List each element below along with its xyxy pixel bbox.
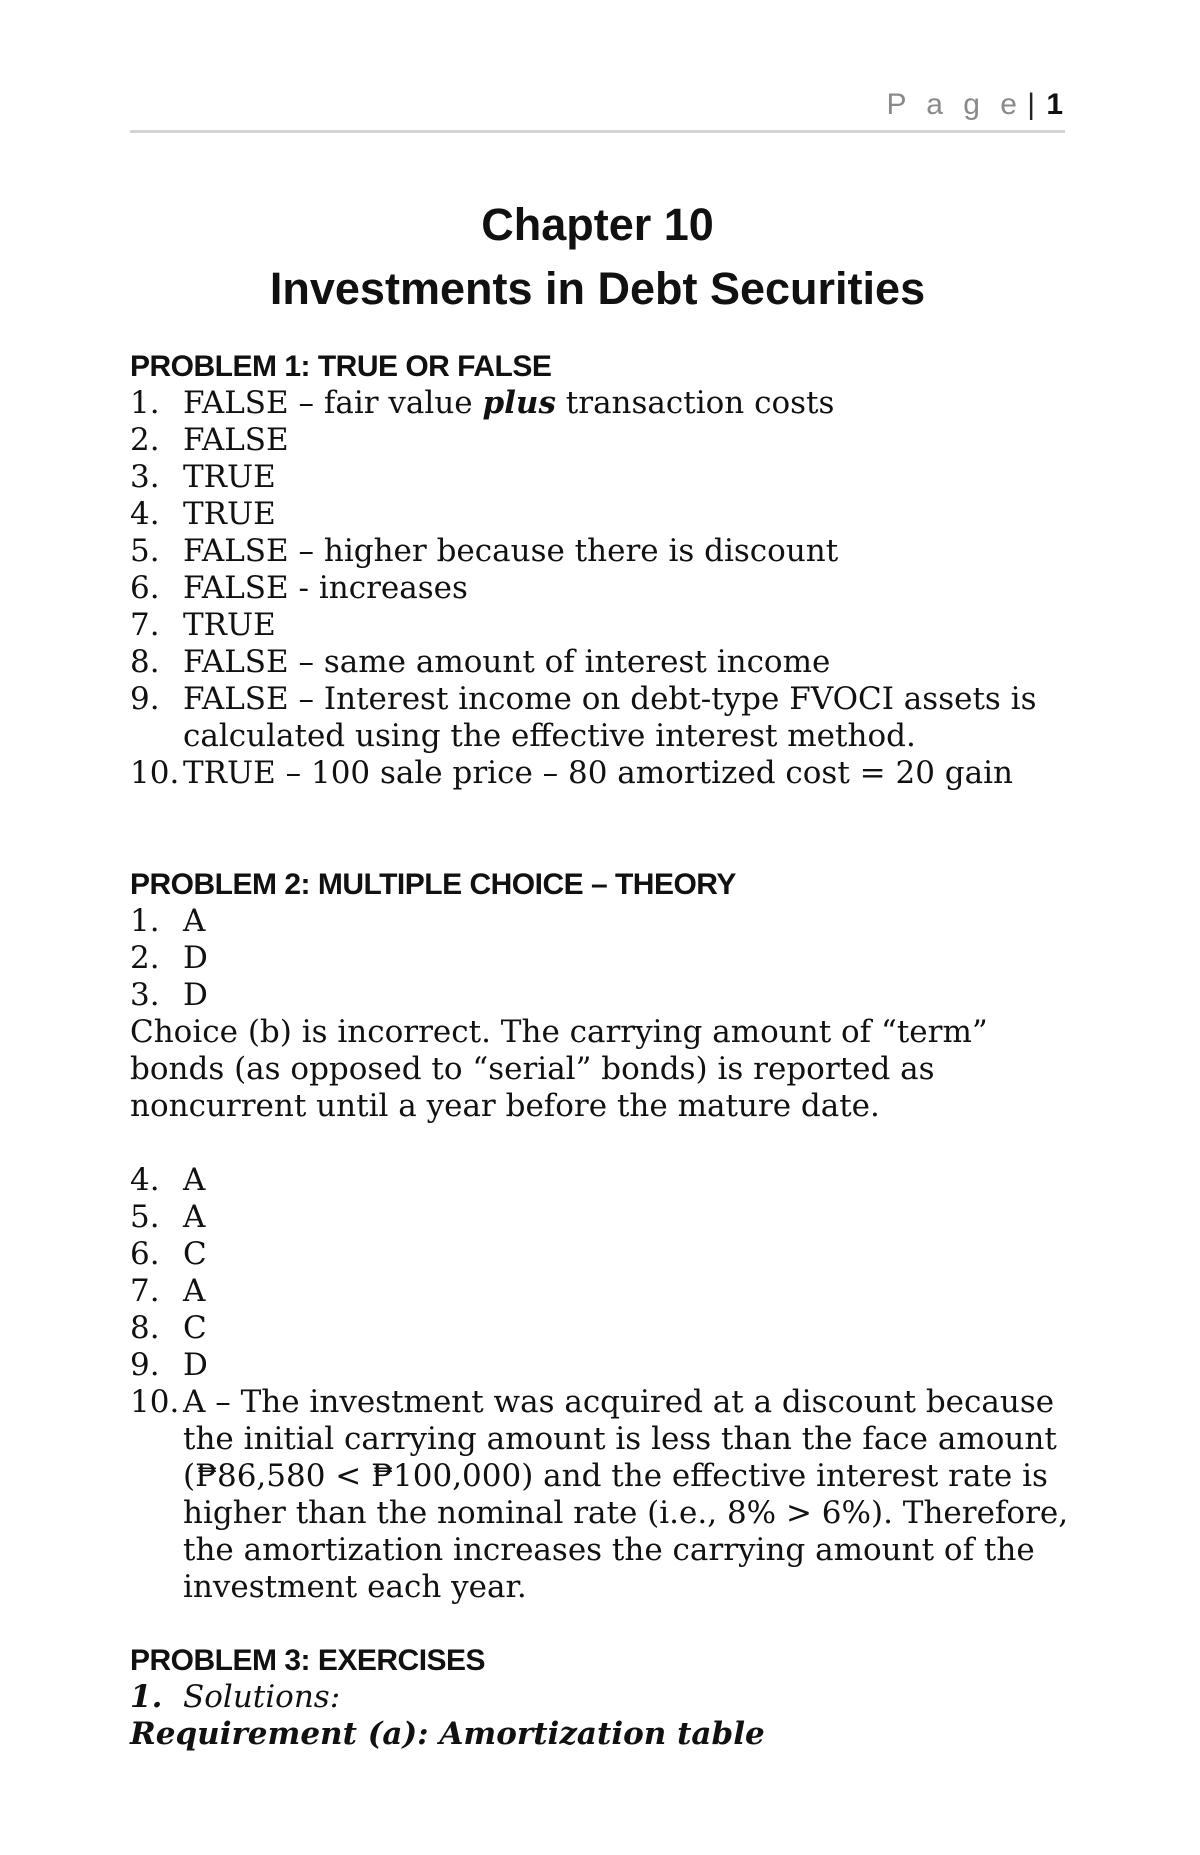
item-number: 3.: [130, 977, 160, 1013]
list-item: [130, 385, 1070, 422]
item-number: 5.: [130, 1199, 160, 1235]
page-number: 1: [1046, 88, 1063, 121]
problem-1-heading: PROBLEM 1: TRUE OR FALSE: [130, 350, 552, 383]
item-text: TRUE: [183, 607, 276, 643]
item-text: FALSE – same amount of interest income: [183, 644, 831, 680]
item-text: A: [183, 903, 206, 939]
item-text: transaction costs: [555, 385, 835, 421]
list-item: [130, 570, 1070, 607]
item-number: 6.: [130, 570, 160, 606]
item-text: FALSE – higher because there is discount: [183, 533, 839, 569]
item-number: 10.: [130, 1384, 180, 1420]
list-item: [130, 1310, 1070, 1347]
problem-3-heading: PROBLEM 3: EXERCISES: [130, 1644, 486, 1677]
list-item: [130, 607, 1070, 644]
item-text: TRUE – 100 sale price – 80 amortized cost = 20 gain: [183, 755, 1013, 791]
item-text: TRUE: [183, 496, 276, 532]
list-item: [130, 755, 1070, 792]
list-item: [130, 459, 1070, 496]
problem-2-heading: PROBLEM 2: MULTIPLE CHOICE – THEORY: [130, 868, 736, 901]
item-number: 2.: [130, 422, 160, 458]
item-number: 8.: [130, 1310, 160, 1346]
item-number: 5.: [130, 533, 160, 569]
item-number: 3.: [130, 459, 160, 495]
list-item: [130, 1273, 1070, 1310]
page-header: [130, 88, 1065, 133]
list-item: [130, 1679, 1070, 1716]
list-item: [130, 422, 1070, 459]
item-text: FALSE – Interest income on debt-type FVOCI assets is calculated using the effective interest method.: [183, 681, 1037, 754]
list-item: [130, 940, 1070, 977]
item-number: 1.: [130, 385, 160, 421]
list-item: [130, 1162, 1070, 1199]
page-label: P a g e: [886, 88, 1023, 121]
item-text: A: [183, 1199, 206, 1235]
item-number: 2.: [130, 940, 160, 976]
section-spacer: [130, 1125, 1070, 1162]
item-text: FALSE – fair value: [183, 385, 483, 421]
item-number: 9.: [130, 1347, 160, 1383]
list-item: [130, 903, 1070, 940]
item-text: C: [183, 1310, 207, 1346]
list-item: [130, 1199, 1070, 1236]
item-number: 9.: [130, 681, 160, 717]
list-item: [130, 1347, 1070, 1384]
item-text: A: [183, 1273, 206, 1309]
item-text: D: [183, 940, 208, 976]
item-text: D: [183, 1347, 208, 1383]
item-number: 4.: [130, 496, 160, 532]
item-text: FALSE: [183, 422, 289, 458]
explanation-note: Choice (b) is incorrect. The carrying amount of “term” bonds (as opposed to “serial” bonds) is reported as noncurrent until a year before the mature date.: [130, 1014, 988, 1124]
item-text: FALSE - increases: [183, 570, 468, 606]
item-number: 6.: [130, 1236, 160, 1272]
list-item: [130, 1236, 1070, 1273]
document-body: [130, 348, 1070, 1753]
list-item: [130, 496, 1070, 533]
item-text: D: [183, 977, 208, 1013]
item-number: 4.: [130, 1162, 160, 1198]
item-emphasis: plus: [482, 385, 556, 421]
item-number: 7.: [130, 607, 160, 643]
item-text: C: [183, 1236, 207, 1272]
list-item: [130, 533, 1070, 570]
item-number: 8.: [130, 644, 160, 680]
item-number: 1.: [130, 1679, 163, 1715]
item-number: 10.: [130, 755, 180, 791]
item-number: 1.: [130, 903, 160, 939]
section-spacer: [130, 792, 1070, 866]
item-text: TRUE: [183, 459, 276, 495]
requirement-heading: Requirement (a): Amortization table: [130, 1716, 765, 1752]
item-text: Solutions:: [183, 1679, 341, 1715]
page-separator: |: [1027, 88, 1035, 121]
chapter-number-title: Chapter 10: [481, 199, 714, 250]
section-spacer: [130, 1606, 1070, 1642]
item-text: A – The investment was acquired at a discount because the initial carrying amount is less than the face amount (₱86,580 < ₱100,000) and the effective interest rate is higher than the nominal rate (i.e., 8% > 6%). Therefore, the amortization increases the carrying amount of the investment each year.: [183, 1384, 1069, 1605]
list-item: [130, 1384, 1070, 1606]
list-item: [130, 977, 1070, 1014]
item-number: 7.: [130, 1273, 160, 1309]
chapter-subject-title: Investments in Debt Securities: [269, 263, 926, 314]
item-text: A: [183, 1162, 206, 1198]
list-item: [130, 681, 1070, 755]
list-item: [130, 644, 1070, 681]
